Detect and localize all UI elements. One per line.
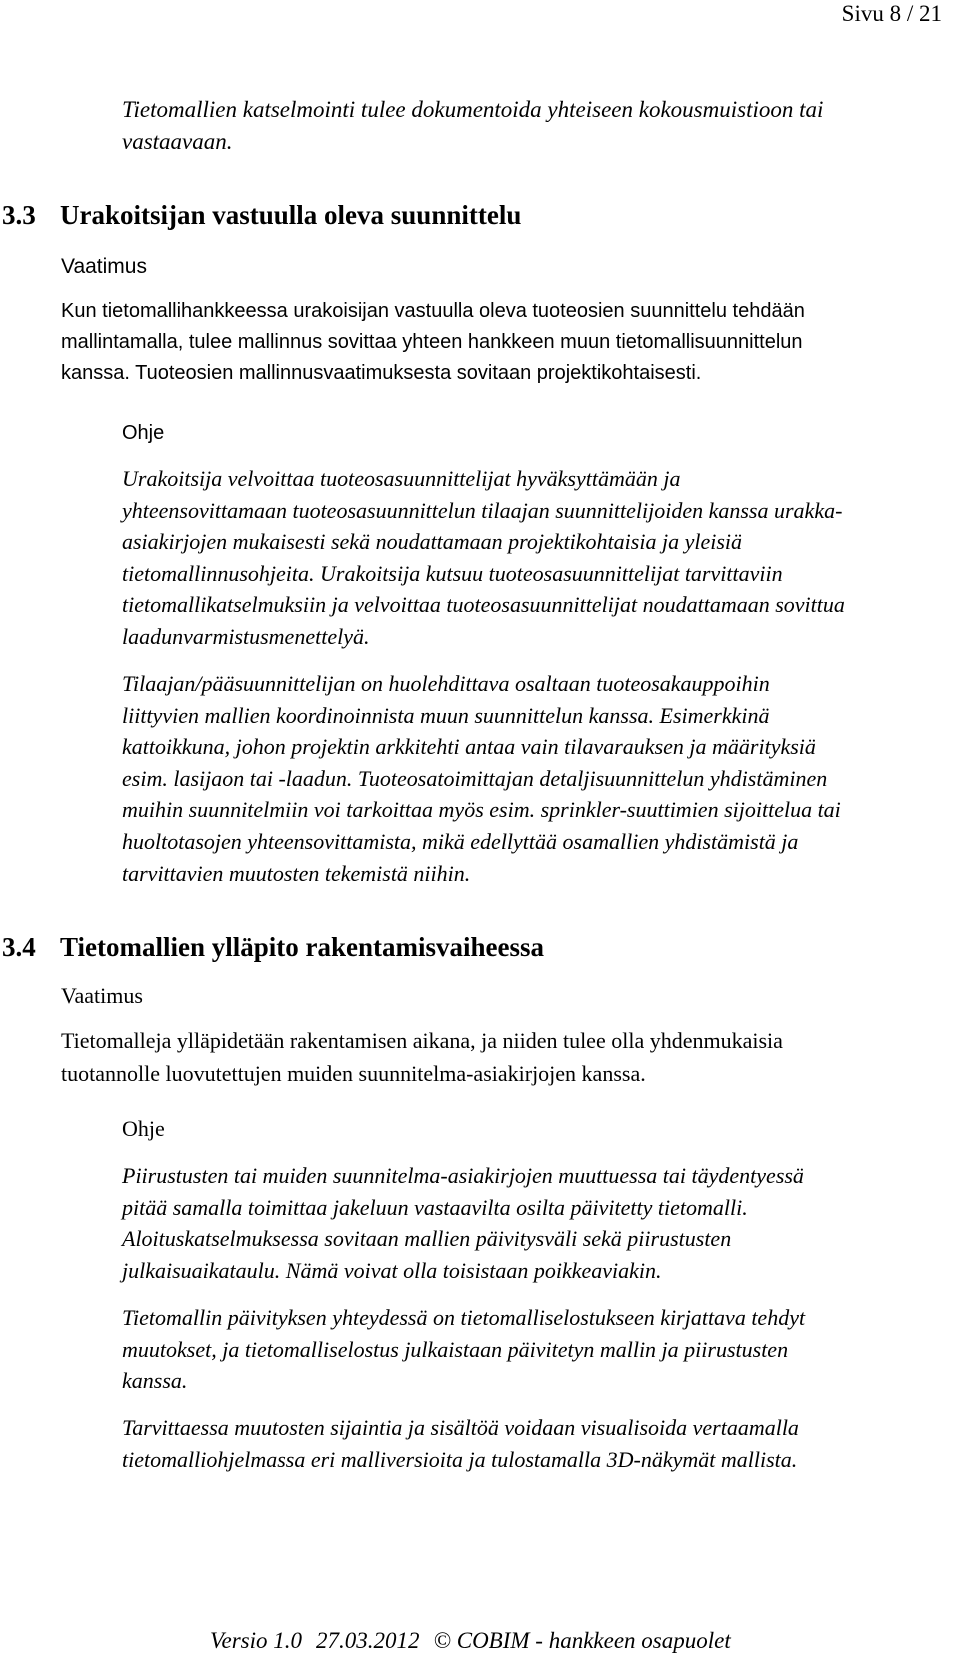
text-line: Piirustusten tai muiden suunnitelma-asiakirjojen muuttuessa tai täydentyessä xyxy=(122,1163,804,1188)
text-line: Tietomalleja ylläpidetään rakentamisen aikana, ja niiden tulee olla yhdenmukaisia xyxy=(61,1028,783,1053)
guide-label: Ohje xyxy=(122,422,165,444)
text-line: asiakirjojen mukaisesti sekä noudattamaan projektikohtaisia ja yleisiä xyxy=(122,529,742,555)
text-line: vastaavaan. xyxy=(122,128,233,154)
requirement-paragraph xyxy=(61,296,805,389)
text-line: huoltotasojen yhteensovittamista, mikä edellyttää osamallien yhdistämistä ja xyxy=(122,828,799,854)
intro-paragraph xyxy=(122,94,823,157)
page-footer xyxy=(210,1626,745,1656)
text-line: mallintamalla, tulee mallinnus sovittaa yhteen hankkeen muun tietomallisuunnittelun xyxy=(61,331,803,353)
text-line: Tietomallin päivityksen yhteydessä on tietomalliselostukseen kirjattava tehdyt xyxy=(122,1305,806,1330)
requirement-label: Vaatimus xyxy=(61,255,147,278)
section-title: Urakoitsijan vastuulla oleva suunnittelu xyxy=(60,200,522,230)
section-title: Tietomallien ylläpito rakentamisvaiheessa xyxy=(60,932,544,962)
text-line: kattoikkuna, johon projektin arkkitehti antaa vain tilavarauksen ja määrityksiä xyxy=(122,734,816,760)
text-line: kanssa. Tuoteosien mallinnusvaatimuksesta sovitaan projektikohtaisesti. xyxy=(61,362,702,384)
text-line: yhteensovittamaan tuoteosasuunnittelun tilaajan suunnittelijoiden kanssa urakka- xyxy=(122,497,843,523)
text-line: pitää samalla toimittaa jakeluun vastaavilta osilta päivitetty tietomalli. xyxy=(122,1194,748,1220)
text-line: tuotannolle luovutettujen muiden suunnitelma-asiakirjojen kanssa. xyxy=(61,1060,646,1086)
text-line: tietomalliohjelmassa eri malliversioita ja tulostamalla 3D-näkymät mallista. xyxy=(122,1446,798,1472)
text-line: Urakoitsija velvoittaa tuoteosasuunnittelijat hyväksyttämään ja xyxy=(122,466,681,491)
guide-paragraph xyxy=(122,1160,804,1286)
section-heading-3-4 xyxy=(2,930,544,964)
footer-copyright: © COBIM - hankkeen osapuolet xyxy=(433,1628,731,1653)
text-line: Tietomallien katselmointi tulee dokumentoida yhteiseen kokousmuistioon tai xyxy=(122,97,824,122)
page-number: Sivu 8 / 21 xyxy=(841,1,942,26)
guide-paragraph xyxy=(122,668,841,889)
text-line: muutokset, ja tietomalliselostus julkaistaan päivitetyn mallin ja piirustusten xyxy=(122,1336,789,1362)
text-line: tietomallinnusohjeita. Urakoitsija kutsuu tuoteosasuunnittelijat tarvittaviin xyxy=(122,560,783,586)
requirement-paragraph xyxy=(61,1025,783,1090)
guide-paragraph xyxy=(122,1302,805,1397)
footer-version: Versio 1.0 xyxy=(210,1628,302,1653)
text-line: tietomallikatselmuksiin ja velvoittaa tuoteosasuunnittelijat noudattamaan sovittua xyxy=(122,592,845,618)
section-heading-3-3 xyxy=(2,198,521,232)
text-line: Kun tietomallihankkeessa urakoisijan vastuulla oleva tuoteosien suunnittelu tehdään xyxy=(61,300,805,322)
footer-date: 27.03.2012 xyxy=(316,1628,420,1653)
text-line: laadunvarmistusmenettelyä. xyxy=(122,623,370,649)
text-line: liittyvien mallien koordinoinnista muun suunnittelun kanssa. Esimerkkinä xyxy=(122,702,770,728)
text-line: muihin suunnitelmiin voi tarkoittaa myös esim. sprinkler-suuttimien sijoittelua tai xyxy=(122,797,841,823)
requirement-label: Vaatimus xyxy=(61,983,143,1008)
text-line: Tilaajan/pääsuunnittelijan on huolehdittava osaltaan tuoteosakauppoihin xyxy=(122,671,770,696)
section-number: 3.4 xyxy=(2,932,36,962)
text-line: esim. lasijaon tai -laadun. Tuoteosatoimittajan detaljisuunnittelun yhdistäminen xyxy=(122,765,828,791)
text-line: Aloituskatselmuksessa sovitaan mallien päivitysväli sekä piirustusten xyxy=(122,1226,732,1252)
text-line: Tarvittaessa muutosten sijaintia ja sisältöä voidaan visualisoida vertaamalla xyxy=(122,1415,799,1440)
text-line: kanssa. xyxy=(122,1368,188,1394)
guide-paragraph xyxy=(122,1412,799,1475)
guide-paragraph xyxy=(122,463,845,653)
section-number: 3.3 xyxy=(2,200,36,230)
text-line: tarvittavien muutosten tekemistä niihin. xyxy=(122,860,471,886)
text-line: julkaisuaikataulu. Nämä voivat olla toisistaan poikkeaviakin. xyxy=(122,1257,662,1283)
guide-label: Ohje xyxy=(122,1116,165,1141)
